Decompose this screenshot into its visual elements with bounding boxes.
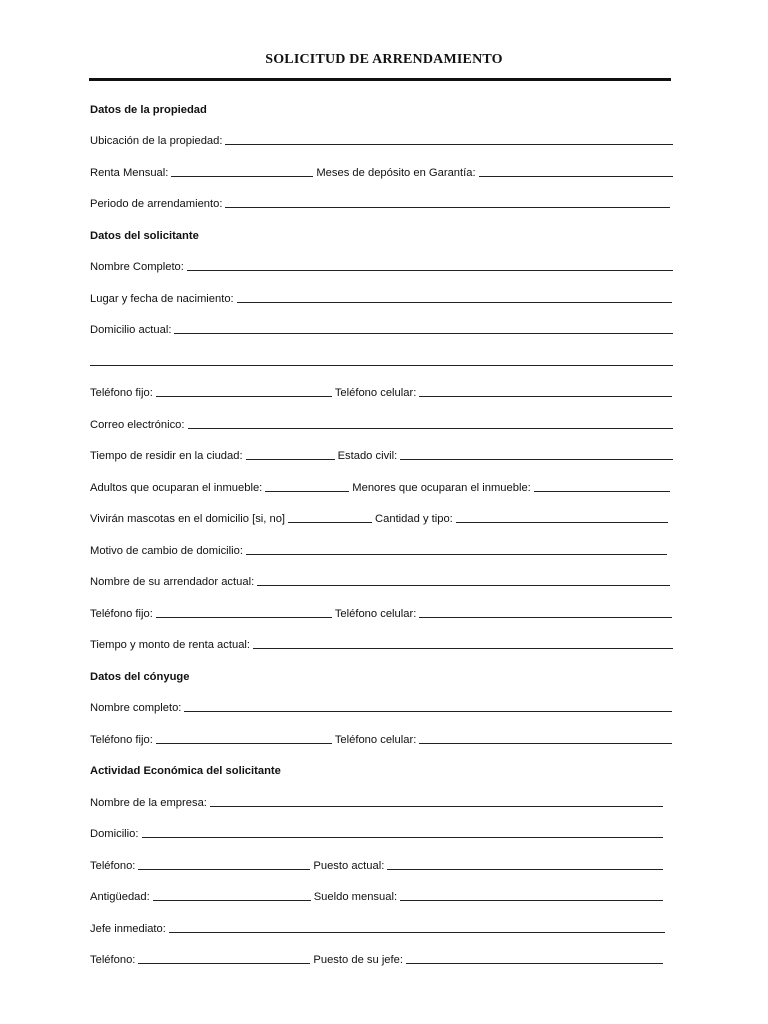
supervisor-field[interactable] [169,932,665,933]
field-label: Teléfono celular: [334,387,417,399]
spouse-landline-field[interactable] [156,743,332,744]
field-label: Teléfono fijo: [90,387,153,399]
field-label: Menores que ocuparan el inmueble: [352,481,531,494]
section-applicant [90,212,673,244]
row-move-reason [90,527,673,559]
field-label: Tiempo y monto de renta actual: [90,639,251,651]
field-label: Ubicación de la propiedad: [90,135,223,147]
field-label: Vivirán mascotas en el domicilio [si, no] [90,513,286,525]
field-label: Teléfono fijo: [90,607,153,620]
row-supervisor-phone-position [90,937,673,969]
page-title: SOLICITUD DE ARRENDAMIENTO [265,52,503,67]
position-field[interactable] [387,869,663,870]
residence-time-field[interactable] [246,459,335,460]
current-address-continuation-field[interactable] [90,365,673,366]
spouse-mobile-field[interactable] [419,743,672,744]
row-supervisor [90,905,673,937]
spouse-name-field[interactable] [184,711,672,712]
field-label: Correo electrónico: [90,418,185,431]
minors-field[interactable] [534,491,670,492]
row-landlord-name [90,559,673,591]
lease-application-form [90,86,673,968]
birth-place-date-field[interactable] [237,302,672,303]
marital-status-field[interactable] [400,459,673,460]
row-spouse-name [90,685,673,717]
pets-qty-type-field[interactable] [456,522,668,523]
field-label: Teléfono fijo: [90,733,153,746]
supervisor-phone-field[interactable] [138,963,310,964]
landlord-name-field[interactable] [257,585,670,586]
row-company-address [90,811,673,843]
section-spouse [90,653,673,685]
row-rent-deposit [90,149,673,181]
row-pets [90,496,673,528]
field-label: Domicilio: [90,828,139,840]
row-full-name [90,244,673,276]
field-label: Domicilio actual: [90,324,172,336]
field-label: Renta Mensual: [90,166,169,179]
field-label: Estado civil: [337,450,398,462]
field-label: Nombre Completo: [90,261,184,273]
field-label: Adultos que ocuparan el inmueble: [90,481,263,494]
field-label: Puesto actual: [313,859,385,872]
row-current-address-cont [90,338,673,370]
company-address-field[interactable] [142,837,664,838]
field-label: Antigüedad: [90,891,150,903]
salary-field[interactable] [400,900,663,901]
row-seniority-salary [90,874,673,906]
company-phone-field[interactable] [138,869,310,870]
landlord-landline-field[interactable] [156,617,332,618]
section-heading: Datos de la propiedad [90,103,207,116]
adults-field[interactable] [265,491,349,492]
field-label: Periodo de arrendamiento: [90,198,223,210]
supervisor-position-field[interactable] [406,963,663,964]
row-residence-marital [90,433,673,465]
move-reason-field[interactable] [246,554,667,555]
pets-field[interactable] [288,522,372,523]
row-email [90,401,673,433]
deposit-months-field[interactable] [479,176,673,177]
field-label: Teléfono celular: [334,733,417,746]
monthly-rent-field[interactable] [171,176,313,177]
field-label: Cantidad y tipo: [375,513,453,525]
field-label: Sueldo mensual: [313,891,398,903]
row-rent-time-amount [90,622,673,654]
section-heading: Datos del solicitante [90,229,199,242]
section-heading: Actividad Económica del solicitante [90,765,281,777]
row-phone-position [90,842,673,874]
row-lease-period [90,181,673,213]
row-birth [90,275,673,307]
field-label: Nombre de la empresa: [90,796,207,809]
row-occupants [90,464,673,496]
field-label: Teléfono: [90,954,136,966]
rent-time-amount-field[interactable] [253,648,673,649]
row-current-address [90,307,673,339]
company-name-field[interactable] [210,806,663,807]
field-label: Teléfono: [90,859,136,872]
field-label: Tiempo de residir en la ciudad: [90,450,243,462]
mobile-field[interactable] [419,396,672,397]
property-location-field[interactable] [225,144,673,145]
field-label: Nombre completo: [90,702,182,714]
landline-field[interactable] [156,396,332,397]
full-name-field[interactable] [187,270,673,271]
current-address-field[interactable] [174,333,673,334]
title-divider [89,78,671,81]
row-applicant-phones [90,370,673,402]
field-label: Jefe inmediato: [90,922,166,935]
field-label: Puesto de su jefe: [313,954,403,966]
row-spouse-phones [90,716,673,748]
seniority-field[interactable] [153,900,311,901]
row-property-location [90,118,673,150]
email-field[interactable] [188,428,673,429]
lease-period-field[interactable] [225,207,670,208]
row-landlord-phones [90,590,673,622]
field-label: Motivo de cambio de domicilio: [90,544,243,557]
section-economic [90,748,673,780]
section-heading: Datos del cónyuge [90,670,190,683]
row-company-name [90,779,673,811]
section-property [90,86,673,118]
field-label: Lugar y fecha de nacimiento: [90,292,234,305]
field-label: Nombre de su arrendador actual: [90,576,255,588]
field-label: Meses de depósito en Garantía: [316,166,476,179]
landlord-mobile-field[interactable] [419,617,672,618]
field-label: Teléfono celular: [334,607,417,620]
